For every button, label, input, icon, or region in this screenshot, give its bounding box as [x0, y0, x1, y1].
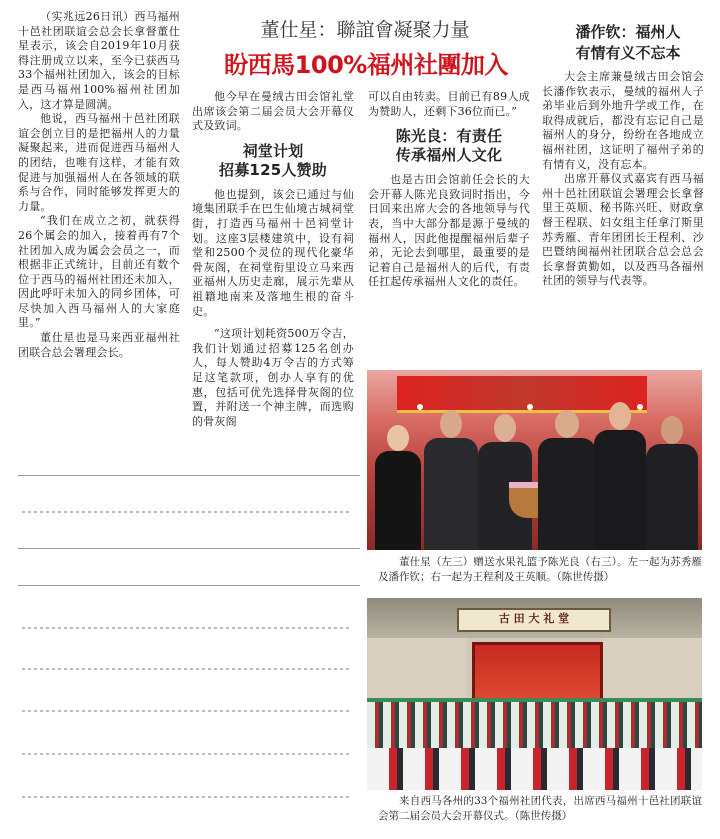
hall-sign-text: 古 田 大 礼 堂: [498, 612, 570, 625]
divider: [22, 668, 352, 670]
subheading-line2: 招募125人赞助: [219, 160, 327, 179]
paragraph: （实兆远26日讯）西马福州十邑社团联谊会总会长拿督董仕星表示，该会自2019年10月获得注册成立以来，至今已获西马33个福州社团加入，该会的目标是西马福州100%福州社团加入，这才算是圆满。: [18, 10, 180, 111]
side-headline: [548, 22, 708, 64]
subheading: [192, 142, 354, 180]
article-column-1: [18, 10, 180, 360]
photo-hall: [367, 598, 702, 790]
person: [645, 416, 699, 550]
divider: [18, 585, 360, 586]
divider: [22, 627, 352, 629]
paragraph: 他也提到，该会已通过与仙境集团联手在巴生仙境古城祠堂街，打造西马福州十邑祠堂计划。这座3层楼建筑中，设有祠堂和2500个灵位的现代化豪华骨灰阁，在祠堂衔里设立马来西亚福州人历史走廊，展示先辈从祖籍地南来及落地生根的奋斗史。: [192, 187, 354, 318]
hall-stage: [472, 642, 603, 706]
paragraph: “我们在成立之初，就获得26个属会的加入，接着再有7个社团加入成为属会会员之一，而根据非正式统计，目前还有数个位于西马的福州社团还未加入，因此呼吁未加入的同乡团体，可尽快加入西马福州人的大家庭里。”: [18, 214, 180, 330]
divider: [22, 796, 352, 798]
paragraph: 他今早在曼绒古田会馆礼堂出席该会第二届会员大会开幕仪式及致词。: [192, 90, 354, 133]
divider: [18, 475, 360, 476]
side-headline-line2: 有情有义不忘本: [575, 44, 681, 62]
paragraph: 董仕星也是马来西亚福州社团联合总会署理会长。: [18, 331, 180, 359]
headline-top: 董仕星：聯誼會凝聚力量: [260, 19, 470, 41]
side-headline-line1: 潘作钦：福州人: [575, 23, 681, 41]
divider: [22, 710, 352, 712]
headline-main: 盼西馬100%福州社團加入: [224, 51, 508, 79]
paragraph: 出席开幕仪式嘉宾有西马福州十邑社团联谊会署理会长拿督里王英顺、秘书陈兴旺、财政拿督王程联、妇女组主任拿汀斯里苏秀雁、青年团团长王程利、沙巴暨纳闽福州社团联合总会总会长拿督黄勤如，以及西马各福州社团的领导与代表等。: [542, 172, 704, 288]
stage-light: [527, 404, 533, 410]
paragraph: 大会主席兼曼绒古田会馆会长潘作钦表示，曼绒的福州人子弟毕业后到外地升学或工作，在取得成就后，都没有忘记自己是福州人的身分，纷纷在各地成立福州社团，这证明了福州子弟的有情有义，没有忘本。: [542, 70, 704, 171]
divider: [22, 753, 352, 755]
audience-front-row: [367, 748, 702, 790]
article-column-2: [192, 90, 354, 429]
paragraph: 他说，西马福州十邑社团联谊会创立目的是把福州人的力量凝聚起来，进而促进西马福州人的团结，也唯有这样，才能有效促进与加强福州人在各领域的联系与合作，同时能够发挥更大的力量。: [18, 112, 180, 213]
photo-presentation: [367, 370, 702, 550]
person: [593, 402, 647, 550]
article-column-4: [542, 70, 704, 289]
person: [537, 410, 597, 550]
photo-caption: 董仕星（左三）赠送水果礼篮予陈光良（右三）。左一起为苏秀雁及潘作钦；右一起为王程利及王英顺。（陈世传摄）: [378, 556, 702, 583]
article-column-3: [368, 90, 530, 290]
subheading-line1: 陈光良：有责任: [395, 127, 503, 146]
subheading-line2: 传承福州人文化: [395, 146, 503, 165]
paragraph: 可以自由转卖。目前已有89人成为赞助人，还剩下36位而已。”: [368, 90, 530, 118]
photo-caption: 来自西马各州的33个福州社团代表，出席西马福州十邑社团联谊会第二届会员大会开幕仪式。（陈世传摄）: [378, 795, 702, 822]
divider: [22, 511, 352, 513]
divider: [18, 548, 360, 549]
paragraph: 也是古田会馆前任会长的大会开幕人陈光良致词时指出，今日回来出席大会的各地领导与代表，当中大部分都是源于曼绒的福州人，因此他提醒福州后辈子弟，无论去到哪里，最重要的是记着自己是福州人的后代，有责任扛起传承福州人文化的责任。: [368, 173, 530, 289]
subheading: [368, 127, 530, 165]
paragraph: “这项计划耗资500万令吉，我们计划通过招募125名创办人，每人赞助4万令吉的方式筹足这笔款项，创办人享有的优惠，包括可优先选择骨灰阁的位置，并附送一个神主牌，而选购的骨灰阁: [192, 327, 354, 428]
person-woman: [373, 425, 423, 550]
subheading-line1: 祠堂计划: [242, 141, 304, 160]
person: [423, 410, 479, 550]
